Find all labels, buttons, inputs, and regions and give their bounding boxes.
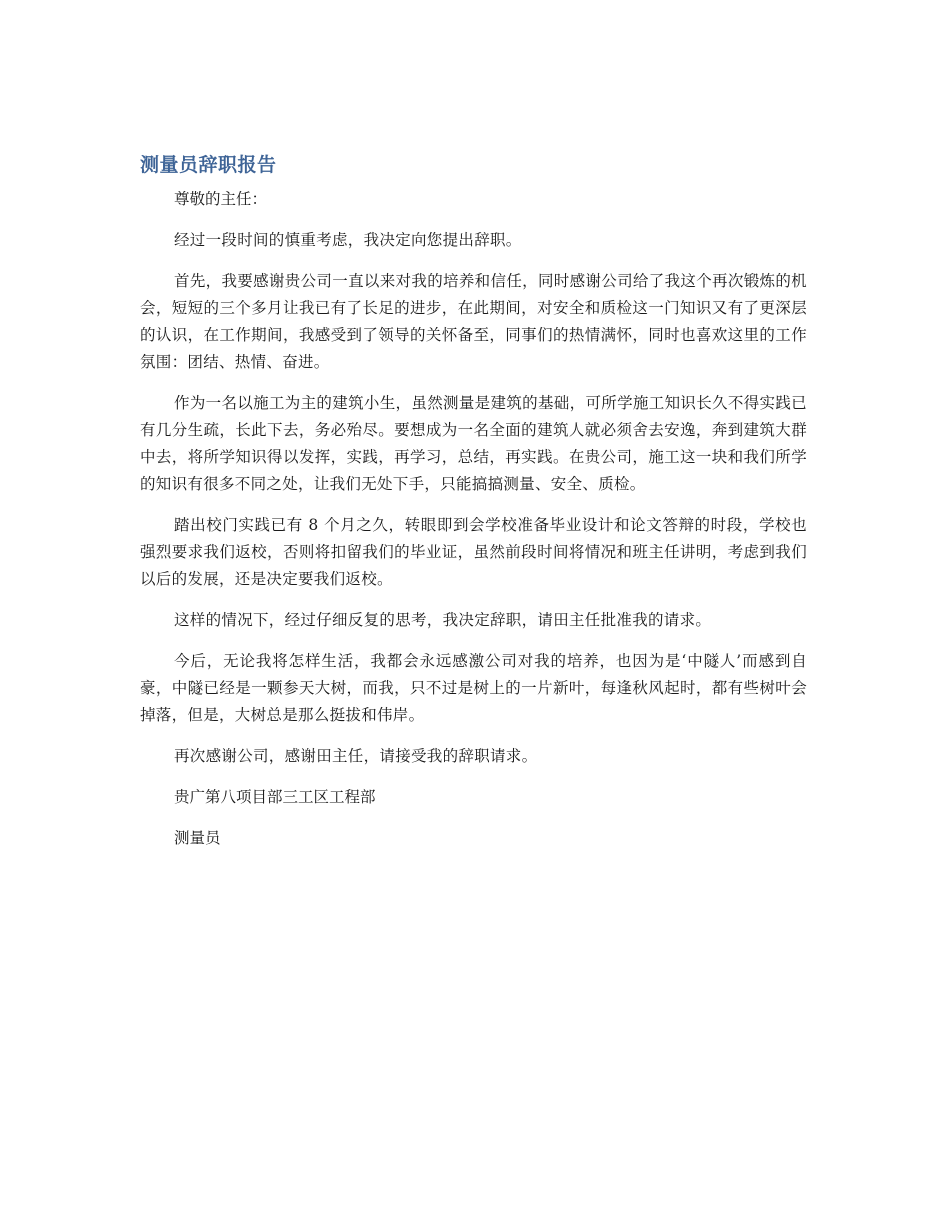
salutation: 尊敬的主任： — [174, 190, 268, 208]
document-title: 测量员辞职报告 — [140, 154, 277, 176]
signature-department: 贵广第八项目部三工区工程部 — [174, 788, 376, 806]
paragraph-request: 这样的情况下，经过仔细反复的思考，我决定辞职，请田主任批准我的请求。 — [174, 611, 712, 629]
document-page — [140, 150, 807, 866]
paragraph-future: 今后，无论我将怎样生活，我都会永远感激公司对我的培养，也因为是‘中隧人’而感到自豪，中隧已经是一颗参天大树，而我，只不过是树上的一片新叶，每逢秋风起时，都有些树叶会掉落，但是，大树总是那么挺拔和伟岸。 — [140, 652, 807, 724]
signature-position: 测量员 — [174, 829, 221, 847]
paragraph-reason: 作为一名以施工为主的建筑小生，虽然测量是建筑的基础，可所学施工知识长久不得实践已有几分生疏，长此下去，务必殆尽。要想成为一名全面的建筑人就必须舍去安逸，奔到建筑大群中去，将所学知识得以发挥，实践，再学习，总结，再实践。在贵公司，施工这一块和我们所学的知识有很多不同之处，让我们无处下手，只能搞搞测量、安全、质检。 — [140, 394, 807, 493]
paragraph-decision: 经过一段时间的慎重考虑，我决定向您提出辞职。 — [174, 231, 522, 249]
paragraph-thanks: 首先，我要感谢贵公司一直以来对我的培养和信任，同时感谢公司给了我这个再次锻炼的机会，短短的三个多月让我已有了长足的进步，在此期间，对安全和质检这一门知识又有了更深层的认识，在工作期间，我感受到了领导的关怀备至，同事们的热情满怀，同时也喜欢这里的工作氛围：团结、热情、奋进。 — [140, 272, 807, 371]
paragraph-school: 踏出校门实践已有 8 个月之久，转眼即到会学校准备毕业设计和论文答辩的时段，学校也强烈要求我们返校，否则将扣留我们的毕业证，虽然前段时间将情况和班主任讲明，考虑到我们以后的发展，还是决定要我们返校。 — [140, 516, 807, 588]
paragraph-closing: 再次感谢公司，感谢田主任，请接受我的辞职请求。 — [174, 747, 538, 765]
